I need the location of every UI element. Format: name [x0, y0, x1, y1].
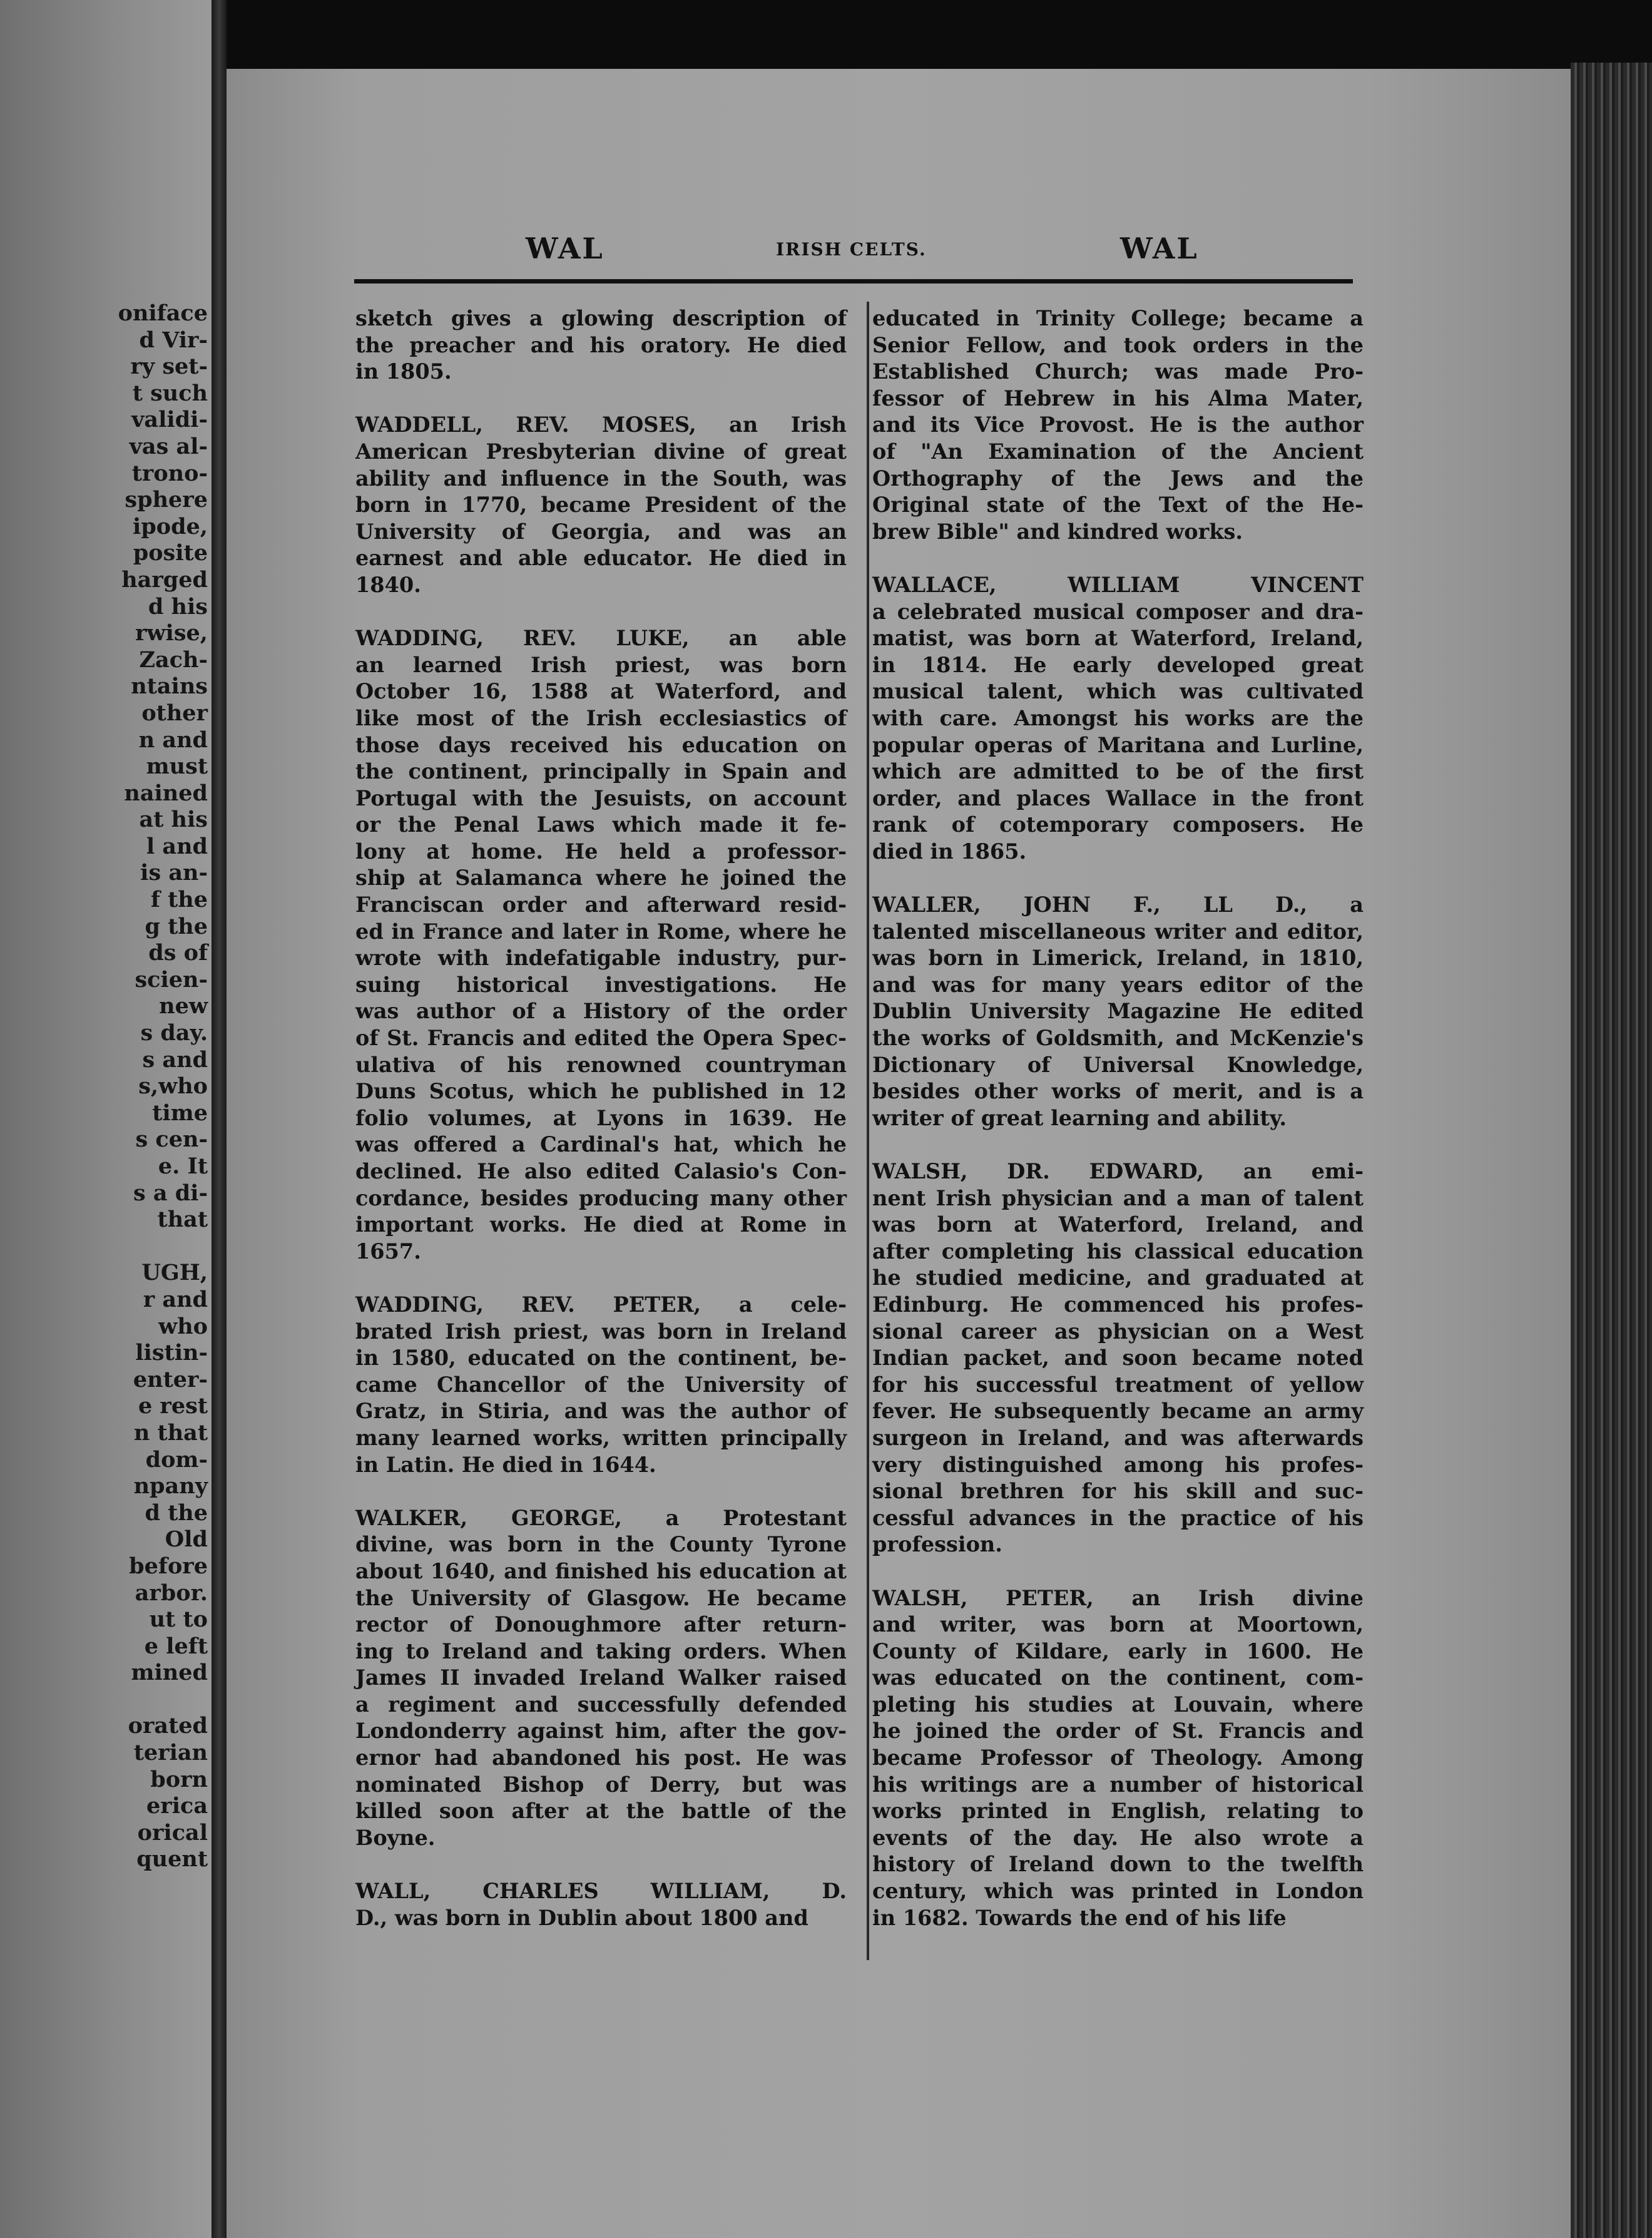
text-line: suing historical investigations. He	[355, 972, 847, 997]
text-line: a regiment and successfully defended	[355, 1692, 847, 1717]
adjacent-page-fragment	[0, 0, 212, 2238]
text-line: ulativa of his renowned countryman	[355, 1052, 847, 1077]
dictionary-entry	[872, 572, 1364, 866]
text-line: and writer, was born at Moortown,	[872, 1612, 1364, 1637]
fragment-line: s cen-	[135, 1127, 208, 1153]
text-line: nent Irish physician and a man of talent	[872, 1185, 1364, 1210]
text-line: rector of Donoughmore after return-	[355, 1612, 847, 1637]
text-line: ship at Salamanca where he joined the	[355, 866, 847, 891]
text-line: a celebrated musical composer and dra-	[872, 599, 1364, 624]
text-line: profession.	[872, 1532, 1002, 1557]
text-line: was educated on the continent, com-	[872, 1665, 1364, 1690]
text-line: surgeon in Ireland, and was afterwards	[872, 1425, 1364, 1450]
text-line: Portugal with the Jesuists, on account	[355, 785, 847, 810]
text-line: Indian packet, and soon became noted	[872, 1346, 1364, 1371]
fragment-line: n and	[138, 727, 208, 753]
text-line: writer of great learning and ability.	[872, 1105, 1287, 1130]
fragment-line: e. It	[158, 1153, 208, 1179]
text-line: Orthography of the Jews and the	[872, 466, 1364, 491]
text-line: WALSH, DR. EDWARD, an emi-	[872, 1159, 1364, 1183]
fragment-line: harged	[121, 566, 208, 593]
text-line: James II invaded Ireland Walker raised	[355, 1665, 847, 1690]
text-line: wrote with indefatigable industry, pur-	[355, 946, 847, 971]
text-line: died in 1865.	[872, 839, 1027, 864]
fragment-line: t such	[132, 380, 208, 406]
text-line: fever. He subsequently became an army	[872, 1399, 1364, 1424]
fragment-line: dom-	[145, 1446, 208, 1473]
fragment-line: sphere	[125, 487, 208, 513]
fragment-line: mined	[131, 1660, 208, 1686]
text-line: with care. Amongst his works are the	[872, 705, 1364, 730]
text-line: sional career as physician on a West	[872, 1319, 1364, 1344]
text-line: Established Church; was made Pro-	[872, 359, 1364, 384]
text-line: besides other works of merit, and is a	[872, 1079, 1364, 1104]
text-line: of St. Francis and edited the Opera Spec-	[355, 1026, 847, 1051]
text-line: Edinburg. He commenced his profes-	[872, 1292, 1364, 1317]
text-line: 1657.	[355, 1239, 421, 1264]
header-left-guideword: WAL	[526, 232, 604, 265]
fragment-line: ry set-	[130, 354, 208, 380]
fragment-line: e left	[144, 1633, 208, 1659]
text-line: Duns Scotus, which he published in 12	[355, 1079, 847, 1104]
fragment-line: ipode,	[132, 513, 208, 539]
fragment-line: terian	[133, 1740, 208, 1766]
fragment-line	[8, 1234, 208, 1260]
adjacent-page-text	[8, 300, 208, 1873]
fragment-line: listin-	[135, 1340, 208, 1366]
fragment-line: that	[157, 1207, 208, 1233]
running-header	[507, 225, 1226, 269]
text-line: divine, was born in the County Tyrone	[355, 1532, 847, 1557]
text-line: his writings are a number of historical	[872, 1772, 1364, 1797]
text-line: earnest and able educator. He died in	[355, 546, 847, 571]
fragment-line: n that	[133, 1419, 208, 1446]
text-line: ernor had abandoned his post. He was	[355, 1745, 847, 1770]
fragment-line: at his	[139, 807, 208, 833]
fragment-line: other	[141, 700, 208, 726]
text-line: educated in Trinity College; became a	[872, 306, 1364, 330]
fragment-line: UGH,	[141, 1260, 208, 1286]
text-line: sional brethren for his skill and suc-	[872, 1479, 1364, 1504]
left-column	[355, 305, 847, 1958]
text-line: which are admitted to be of the first	[872, 759, 1364, 784]
text-line: pleting his studies at Louvain, where	[872, 1692, 1364, 1717]
text-line: American Presbyterian divine of great	[355, 439, 847, 464]
fragment-line: validi-	[131, 407, 208, 433]
text-line: an learned Irish priest, was born	[355, 652, 847, 677]
text-line: musical talent, which was cultivated	[872, 679, 1364, 704]
text-line: the preacher and his oratory. He died	[355, 332, 847, 357]
fragment-line: who	[158, 1313, 208, 1339]
text-line: or the Penal Laws which made it fe-	[355, 812, 847, 837]
book-gutter	[212, 0, 227, 2238]
dictionary-entry	[872, 1158, 1364, 1558]
text-line: was born in Limerick, Ireland, in 1810,	[872, 946, 1364, 971]
text-line: Dublin University Magazine He edited	[872, 999, 1364, 1024]
fragment-line: l and	[146, 833, 208, 859]
text-line: rank of cotemporary composers. He	[872, 812, 1364, 837]
text-line: popular operas of Maritana and Lurline,	[872, 732, 1364, 757]
fragment-line: ntains	[131, 673, 208, 700]
text-line: sketch gives a glowing description of	[355, 306, 847, 330]
dictionary-entry	[872, 1585, 1364, 1932]
dictionary-entry	[355, 412, 847, 598]
fragment-line: r and	[143, 1286, 208, 1312]
dictionary-entry	[355, 1878, 847, 1931]
fragment-line: d the	[145, 1500, 208, 1526]
text-line: 1840.	[355, 572, 421, 597]
text-line: those days received his education on	[355, 732, 847, 757]
text-line: was author of a History of the order	[355, 999, 847, 1024]
text-line: born in 1770, became President of the	[355, 493, 847, 518]
header-right-guideword: WAL	[1120, 232, 1199, 265]
fragment-line: trono-	[131, 460, 208, 486]
text-line: WALSH, PETER, an Irish divine	[872, 1585, 1364, 1610]
page-edges	[1571, 63, 1652, 2238]
text-line: WALKER, GEORGE, a Protestant	[355, 1505, 847, 1530]
text-line: Franciscan order and afterward resid-	[355, 892, 847, 917]
text-line: WALLACE, WILLIAM VINCENT	[872, 572, 1364, 597]
text-line: brew Bible" and kindred works.	[872, 519, 1243, 544]
text-line: nominated Bishop of Derry, but was	[355, 1772, 847, 1797]
text-line: he studied medicine, and graduated at	[872, 1265, 1364, 1290]
fragment-line: g the	[145, 913, 208, 939]
text-line: order, and places Wallace in the front	[872, 785, 1364, 810]
fragment-line: scien-	[135, 966, 208, 993]
text-line: talented miscellaneous writer and editor,	[872, 919, 1364, 944]
text-line: D., was born in Dublin about 1800 and	[355, 1905, 808, 1930]
text-line: Boyne.	[355, 1825, 436, 1850]
text-line: was born at Waterford, Ireland, and	[872, 1212, 1364, 1237]
text-line: WADDELL, REV. MOSES, an Irish	[355, 412, 847, 437]
fragment-line	[8, 1687, 208, 1714]
fragment-line: s and	[142, 1046, 208, 1073]
fragment-line: new	[159, 993, 208, 1019]
dictionary-entry	[355, 305, 847, 386]
right-column	[872, 305, 1364, 1958]
text-line: events of the day. He also wrote a	[872, 1825, 1364, 1850]
text-line: the continent, principally in Spain and	[355, 759, 847, 784]
fragment-line: oniface	[118, 300, 208, 326]
fragment-line: s day.	[140, 1020, 208, 1046]
text-line: in 1580, educated on the continent, be-	[355, 1346, 847, 1371]
text-line: ability and influence in the South, was	[355, 466, 847, 491]
fragment-line: e rest	[138, 1393, 208, 1419]
text-line: Dictionary of Universal Knowledge,	[872, 1052, 1364, 1077]
fragment-line: Zach-	[139, 646, 208, 673]
fragment-line: ut to	[149, 1607, 208, 1633]
fragment-line: nained	[124, 780, 208, 806]
text-line: WALLER, JOHN F., LL D., a	[872, 892, 1364, 917]
text-line: County of Kildare, early in 1600. He	[872, 1638, 1364, 1663]
text-line: WALL, CHARLES WILLIAM, D.	[355, 1879, 847, 1904]
dictionary-entry	[355, 625, 847, 1265]
fragment-line: d Vir-	[139, 327, 208, 353]
text-line: was offered a Cardinal's hat, which he	[355, 1132, 847, 1157]
text-line: history of Ireland down to the twelfth	[872, 1852, 1364, 1877]
header-title: IRISH CELTS.	[776, 239, 927, 260]
fragment-line: orical	[137, 1819, 208, 1846]
text-line: ing to Ireland and taking orders. When	[355, 1638, 847, 1663]
text-line: the works of Goldsmith, and McKenzie's	[872, 1026, 1364, 1051]
text-line: for his successful treatment of yellow	[872, 1372, 1364, 1397]
fragment-line: before	[129, 1553, 208, 1579]
text-line: matist, was born at Waterford, Ireland,	[872, 626, 1364, 651]
text-line: in 1682. Towards the end of his life	[872, 1905, 1287, 1930]
text-line: in Latin. He died in 1644.	[355, 1452, 656, 1477]
column-divider	[867, 302, 869, 1960]
fragment-line: s,who	[138, 1073, 208, 1100]
text-line: Senior Fellow, and took orders in the	[872, 332, 1364, 357]
text-line: and was for many years editor of the	[872, 972, 1364, 997]
text-line: and its Vice Provost. He is the author	[872, 412, 1364, 437]
fragment-line: d his	[148, 593, 208, 620]
text-line: important works. He died at Rome in	[355, 1212, 847, 1237]
text-line: cessful advances in the practice of his	[872, 1505, 1364, 1530]
text-line: cordance, besides producing many other	[355, 1185, 847, 1210]
fragment-line: enter-	[133, 1366, 208, 1392]
fragment-line: vas al-	[129, 433, 208, 459]
text-line: came Chancellor of the University of	[355, 1372, 847, 1397]
fragment-line: f the	[150, 887, 208, 913]
fragment-line: is an-	[140, 860, 208, 886]
text-line: WADDING, REV. PETER, a cele-	[355, 1292, 847, 1317]
text-line: Gratz, in Stiria, and was the author of	[355, 1399, 847, 1424]
fragment-line: time	[152, 1100, 208, 1126]
text-line: of "An Examination of the Ancient	[872, 439, 1364, 464]
text-line: many learned works, written principally	[355, 1425, 847, 1450]
text-line: in 1805.	[355, 359, 452, 384]
text-line: about 1640, and finished his education at	[355, 1558, 847, 1583]
text-line: in 1814. He early developed great	[872, 652, 1364, 677]
text-line: ed in France and later in Rome, where he	[355, 919, 847, 944]
text-line: became Professor of Theology. Among	[872, 1745, 1364, 1770]
fragment-line: must	[146, 754, 208, 780]
dictionary-entry	[355, 1292, 847, 1478]
dictionary-entry	[872, 305, 1364, 545]
fragment-line: quent	[136, 1846, 208, 1873]
text-line: Londonderry against him, after the gov-	[355, 1719, 847, 1744]
text-line: October 16, 1588 at Waterford, and	[355, 679, 847, 704]
text-line: works printed in English, relating to	[872, 1799, 1364, 1824]
text-line: University of Georgia, and was an	[355, 519, 847, 544]
text-line: the University of Glasgow. He became	[355, 1585, 847, 1610]
fragment-line: rwise,	[135, 620, 208, 646]
text-line: fessor of Hebrew in his Alma Mater,	[872, 386, 1364, 411]
fragment-line: s a di-	[133, 1180, 208, 1206]
fragment-line: orated	[128, 1713, 208, 1739]
fragment-line: posite	[133, 540, 208, 566]
text-line: like most of the Irish ecclesiastics of	[355, 705, 847, 730]
header-rule	[354, 279, 1353, 284]
text-line: century, which was printed in London	[872, 1879, 1364, 1904]
fragment-line: born	[150, 1766, 208, 1792]
text-line: he joined the order of St. Francis and	[872, 1719, 1364, 1744]
dictionary-entry	[355, 1505, 847, 1852]
fragment-line: arbor.	[135, 1580, 208, 1606]
text-line: brated Irish priest, was born in Ireland	[355, 1319, 847, 1344]
text-line: WADDING, REV. LUKE, an able	[355, 626, 847, 651]
dictionary-entry	[872, 892, 1364, 1132]
fragment-line: erica	[146, 1793, 208, 1819]
text-line: very distinguished among his profes-	[872, 1452, 1364, 1477]
text-line: lony at home. He held a professor-	[355, 839, 847, 864]
fragment-line: npany	[133, 1473, 208, 1500]
text-line: declined. He also edited Calasio's Con-	[355, 1159, 847, 1183]
fragment-line: Old	[165, 1526, 208, 1553]
text-line: killed soon after at the battle of the	[355, 1799, 847, 1824]
text-line: after completing his classical education	[872, 1239, 1364, 1264]
text-line: Original state of the Text of the He-	[872, 493, 1364, 518]
text-line: folio volumes, at Lyons in 1639. He	[355, 1105, 847, 1130]
fragment-line: ds of	[148, 940, 208, 966]
